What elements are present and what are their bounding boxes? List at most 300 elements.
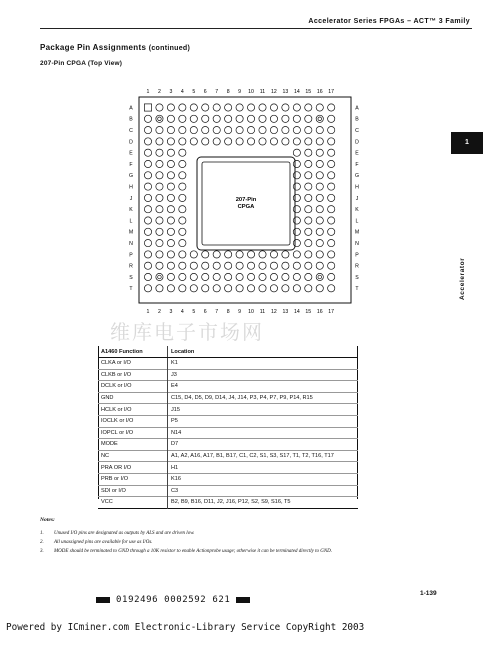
location-cell: B2, B9, B16, D11, J2, J16, P12, S2, S9, S16, T5 xyxy=(171,499,291,506)
function-cell: IOPCL or I/O xyxy=(98,427,168,439)
pin-R7 xyxy=(213,262,220,269)
pin-B10 xyxy=(247,115,254,122)
pin-R2 xyxy=(156,262,163,269)
pin-H15 xyxy=(305,183,312,190)
pin-N1 xyxy=(144,240,151,247)
pin-F1 xyxy=(144,160,151,167)
pin-B6 xyxy=(202,115,209,122)
barcode-line xyxy=(96,595,250,605)
row-label-right: L xyxy=(355,218,359,225)
pin-S16 xyxy=(316,273,323,280)
pin-C9 xyxy=(236,127,243,134)
pin-G2 xyxy=(156,172,163,179)
pin-M14 xyxy=(293,228,300,235)
pin-T9 xyxy=(236,285,243,292)
pin-B3 xyxy=(167,115,174,122)
pin-H4 xyxy=(179,183,186,190)
pin-T2 xyxy=(156,285,163,292)
running-header: Accelerator Series FPGAs – ACT™ 3 Family xyxy=(308,18,470,25)
pin-L4 xyxy=(179,217,186,224)
pin-P17 xyxy=(328,251,335,258)
row-label-left: T xyxy=(129,286,133,293)
pin-B5 xyxy=(190,115,197,122)
row-label-right: E xyxy=(355,150,359,157)
pin-K17 xyxy=(328,206,335,213)
header-location: Location xyxy=(168,346,359,358)
function-cell: CLKB or I/O xyxy=(98,369,168,381)
diagram-subtitle: 207-Pin CPGA (Top View) xyxy=(40,60,123,67)
pin-S3 xyxy=(167,273,174,280)
pin-E3 xyxy=(167,149,174,156)
section-title-main: Package Pin Assignments xyxy=(40,43,147,52)
pin-P15 xyxy=(305,251,312,258)
pin-L17 xyxy=(328,217,335,224)
pin-A5 xyxy=(190,104,197,111)
column-label-top: 2 xyxy=(158,89,161,95)
row-label-left: P xyxy=(129,252,133,259)
pin-R3 xyxy=(167,262,174,269)
section-title-continued: (continued) xyxy=(148,45,191,52)
column-label-top: 4 xyxy=(180,89,184,95)
pin-L1 xyxy=(144,217,151,224)
pin-H1 xyxy=(144,183,151,190)
function-cell: VCC xyxy=(98,497,168,509)
barcode-block-left xyxy=(96,597,110,603)
row-label-left: M xyxy=(128,229,134,236)
pin-E4 xyxy=(179,149,186,156)
package-label-line2: CPGA xyxy=(237,204,255,210)
pin-P13 xyxy=(282,251,289,258)
row-label-left: B xyxy=(129,116,133,123)
pin-B1 xyxy=(144,115,151,122)
pin-M1 xyxy=(144,228,151,235)
pin-S16-inner-ring xyxy=(318,275,322,279)
column-label-top: 12 xyxy=(271,89,277,95)
pin-D15 xyxy=(305,138,312,145)
pin-H2 xyxy=(156,183,163,190)
column-label-top: 3 xyxy=(169,89,173,95)
table-row xyxy=(98,450,358,462)
column-label-top: 11 xyxy=(259,89,266,95)
pin-S2 xyxy=(156,273,163,280)
pin-N17 xyxy=(328,240,335,247)
pin-S6 xyxy=(202,273,209,280)
pin-function-table xyxy=(98,346,358,509)
row-label-right: G xyxy=(354,173,360,180)
pin-A10 xyxy=(247,104,254,111)
row-label-left: H xyxy=(129,184,133,191)
pin-A13 xyxy=(282,104,289,111)
barcode-text: 0192496 0002592 621 xyxy=(116,595,231,605)
pin-G4 xyxy=(179,172,186,179)
column-label-top: 8 xyxy=(226,89,230,95)
pin-B12 xyxy=(270,115,277,122)
footer-copyright: Powered by ICminer.com Electronic-Library Service CopyRight 2003 xyxy=(6,622,365,633)
pin-S14 xyxy=(293,273,300,280)
pin-P2 xyxy=(156,251,163,258)
pin-B4 xyxy=(179,115,186,122)
pin-T1 xyxy=(144,285,151,292)
pin-A15 xyxy=(305,104,312,111)
pin-K3 xyxy=(167,206,174,213)
location-cell: J3 xyxy=(171,371,177,378)
note-3 xyxy=(40,549,332,554)
pin-E14 xyxy=(293,149,300,156)
function-cell: MODE xyxy=(98,439,168,451)
table-row xyxy=(98,415,358,427)
column-label-top: 15 xyxy=(305,89,312,95)
row-label-left: N xyxy=(129,241,133,247)
pin-T16 xyxy=(316,285,323,292)
pin-C16 xyxy=(316,127,323,134)
note-text: Unused I/O pins are designated as outputs by ALS and are driven low. xyxy=(54,531,195,536)
pin-D11 xyxy=(259,138,266,145)
table-row xyxy=(98,427,358,439)
pin-S5 xyxy=(190,273,197,280)
pin-P7 xyxy=(213,251,220,258)
pin-F17 xyxy=(328,160,335,167)
column-label-top: 7 xyxy=(215,89,219,95)
pin-H16 xyxy=(316,183,323,190)
column-label-top: 17 xyxy=(328,89,335,95)
pin-N3 xyxy=(167,240,174,247)
pin-H17 xyxy=(328,183,335,190)
note-number: 2. xyxy=(40,540,44,545)
pin-A17 xyxy=(328,104,335,111)
pin-G3 xyxy=(167,172,174,179)
row-label-right: B xyxy=(355,116,359,123)
location-cell: C15, D4, D5, D9, D14, J4, J14, P3, P4, P7, P9, P14, R15 xyxy=(171,395,313,402)
pin-R13 xyxy=(282,262,289,269)
row-label-left: L xyxy=(129,218,133,225)
pin-C17 xyxy=(328,127,335,134)
pin-P11 xyxy=(259,251,266,258)
pin-P6 xyxy=(202,251,209,258)
location-cell: J15 xyxy=(171,406,181,413)
pin-H3 xyxy=(167,183,174,190)
location-cell: A1, A2, A16, A17, B1, B17, C1, C2, S1, S3, S17, T1, T2, T16, T17 xyxy=(171,453,334,460)
pin-J2 xyxy=(156,194,163,201)
note-2 xyxy=(40,540,153,545)
column-label-bottom: 17 xyxy=(328,309,335,315)
pin-S4 xyxy=(179,273,186,280)
location-cell: C3 xyxy=(171,487,179,494)
note-1 xyxy=(40,531,194,536)
note-text: MODE should be terminated to GND through a 10K resistor to enable Actionprobe usage; otherwise it can be terminated directly to GND. xyxy=(54,549,333,554)
row-label-right: R xyxy=(355,263,359,270)
row-label-right: F xyxy=(355,161,359,168)
table-row xyxy=(98,439,358,451)
pin-R17 xyxy=(328,262,335,269)
pin-C11 xyxy=(259,127,266,134)
location-cell: K16 xyxy=(171,476,181,483)
pin-B14 xyxy=(293,115,300,122)
pin-A9 xyxy=(236,104,243,111)
pin-B7 xyxy=(213,115,220,122)
column-label-bottom: 16 xyxy=(316,309,323,315)
pin-D3 xyxy=(167,138,174,145)
pin-K16 xyxy=(316,206,323,213)
pin-P14 xyxy=(293,251,300,258)
pin-B9 xyxy=(236,115,243,122)
chapter-vertical-label: Accelerator xyxy=(459,257,466,300)
function-cell: CLKA or I/O xyxy=(98,358,168,370)
pin-N16 xyxy=(316,240,323,247)
column-label-top: 1 xyxy=(146,89,150,95)
column-label-top: 5 xyxy=(192,89,196,95)
pin-R11 xyxy=(259,262,266,269)
column-label-top: 13 xyxy=(282,89,289,95)
pin-T4 xyxy=(179,285,186,292)
column-label-bottom: 4 xyxy=(180,309,184,315)
pin-G16 xyxy=(316,172,323,179)
pin-J4 xyxy=(179,194,186,201)
pin-R16 xyxy=(316,262,323,269)
pin-T3 xyxy=(167,285,174,292)
pin-D12 xyxy=(270,138,277,145)
pin-T17 xyxy=(328,285,335,292)
pin-D2 xyxy=(156,138,163,145)
pin-T6 xyxy=(202,285,209,292)
function-cell: GND xyxy=(98,392,168,404)
column-label-top: 16 xyxy=(316,89,323,95)
pin-R10 xyxy=(247,262,254,269)
pin-G1 xyxy=(144,172,151,179)
pin-F15 xyxy=(305,160,312,167)
row-label-left: K xyxy=(129,207,133,214)
pin-F2 xyxy=(156,160,163,167)
row-label-right: C xyxy=(355,128,359,134)
pin-A16 xyxy=(316,104,323,111)
pin-T13 xyxy=(282,285,289,292)
table-row xyxy=(98,497,358,509)
column-label-bottom: 2 xyxy=(158,309,161,315)
page-number: 1-139 xyxy=(420,590,437,597)
pin-S15 xyxy=(305,273,312,280)
pin-N4 xyxy=(179,240,186,247)
pin-K2 xyxy=(156,206,163,213)
pin-L14 xyxy=(293,217,300,224)
column-label-bottom: 3 xyxy=(169,309,173,315)
function-cell: HCLK or I/O xyxy=(98,404,168,416)
column-label-bottom: 11 xyxy=(259,309,266,315)
notes-title: Notes: xyxy=(40,517,55,523)
pin-C2 xyxy=(156,127,163,134)
pin-L15 xyxy=(305,217,312,224)
pin-E15 xyxy=(305,149,312,156)
column-label-bottom: 10 xyxy=(248,309,254,315)
pin-T15 xyxy=(305,285,312,292)
pin-F4 xyxy=(179,160,186,167)
pin-R14 xyxy=(293,262,300,269)
function-cell: PRB or I/O xyxy=(98,473,168,485)
column-label-bottom: 5 xyxy=(192,309,196,315)
package-label-line1: 207-Pin xyxy=(235,197,257,203)
pin-D8 xyxy=(225,138,232,145)
pin-R15 xyxy=(305,262,312,269)
pin-B8 xyxy=(225,115,232,122)
pin-D1 xyxy=(144,138,151,145)
column-label-bottom: 14 xyxy=(293,309,300,315)
row-label-left: C xyxy=(129,128,133,134)
pin-S9 xyxy=(236,273,243,280)
pin-D13 xyxy=(282,138,289,145)
pin-P9 xyxy=(236,251,243,258)
row-label-left: E xyxy=(129,150,133,157)
pin-T10 xyxy=(247,285,254,292)
location-cell: D7 xyxy=(171,441,179,448)
pin-R9 xyxy=(236,262,243,269)
pin-L16 xyxy=(316,217,323,224)
pin-F14 xyxy=(293,160,300,167)
function-cell: SDI or I/O xyxy=(98,485,168,497)
column-label-bottom: 9 xyxy=(238,309,242,315)
pin-J15 xyxy=(305,194,312,201)
column-label-bottom: 13 xyxy=(282,309,289,315)
pin-B16 xyxy=(316,115,323,122)
pin-R4 xyxy=(179,262,186,269)
pin-C7 xyxy=(213,127,220,134)
pin-A11 xyxy=(259,104,266,111)
pin-H14 xyxy=(293,183,300,190)
row-label-left: D xyxy=(129,139,133,146)
pin-A7 xyxy=(213,104,220,111)
pin-M3 xyxy=(167,228,174,235)
row-label-left: S xyxy=(129,274,133,281)
pin-P3 xyxy=(167,251,174,258)
pin-P5 xyxy=(190,251,197,258)
pin-K15 xyxy=(305,206,312,213)
pin-D14 xyxy=(293,138,300,145)
column-label-bottom: 7 xyxy=(215,309,219,315)
column-label-top: 10 xyxy=(248,89,254,95)
pin-F16 xyxy=(316,160,323,167)
pin-L2 xyxy=(156,217,163,224)
pin-D6 xyxy=(202,138,209,145)
pin-T8 xyxy=(225,285,232,292)
row-label-right: D xyxy=(355,139,359,146)
pin-J16 xyxy=(316,194,323,201)
pin-S2-inner-ring xyxy=(158,275,162,279)
function-cell: IOCLK or I/O xyxy=(98,415,168,427)
pin-C10 xyxy=(247,127,254,134)
pin-N2 xyxy=(156,240,163,247)
row-label-right: J xyxy=(355,195,359,202)
watermark: 维库电子市场网 xyxy=(110,320,264,344)
pin-B2-inner-ring xyxy=(158,117,162,121)
pin-K14 xyxy=(293,206,300,213)
function-cell: NC xyxy=(98,450,168,462)
column-label-bottom: 6 xyxy=(203,309,207,315)
note-number: 1. xyxy=(40,531,44,536)
column-label-bottom: 8 xyxy=(226,309,230,315)
function-cell: DCLK or I/O xyxy=(98,381,168,393)
pin-P10 xyxy=(247,251,254,258)
pin-P12 xyxy=(270,251,277,258)
pin-S11 xyxy=(259,273,266,280)
row-label-right: H xyxy=(355,184,359,191)
pin-E16 xyxy=(316,149,323,156)
pin-S10 xyxy=(247,273,254,280)
pin-T14 xyxy=(293,285,300,292)
pin-A12 xyxy=(270,104,277,111)
pin-A14 xyxy=(293,104,300,111)
pin-C1 xyxy=(144,127,151,134)
pin-T11 xyxy=(259,285,266,292)
pin-M15 xyxy=(305,228,312,235)
pin-C15 xyxy=(305,127,312,134)
pin-S1 xyxy=(144,273,151,280)
pin-C13 xyxy=(282,127,289,134)
column-label-top: 14 xyxy=(293,89,300,95)
pin-A1-index-marker xyxy=(144,104,151,111)
pin-J3 xyxy=(167,194,174,201)
pin-S8 xyxy=(225,273,232,280)
pin-B2 xyxy=(156,115,163,122)
pin-J1 xyxy=(144,194,151,201)
pin-R8 xyxy=(225,262,232,269)
row-label-left: F xyxy=(129,161,133,168)
chapter-tab: 1 xyxy=(451,132,483,154)
pin-M4 xyxy=(179,228,186,235)
note-number: 3. xyxy=(40,549,44,554)
pin-S12 xyxy=(270,273,277,280)
pin-J17 xyxy=(328,194,335,201)
row-label-right: M xyxy=(354,229,360,236)
row-label-left: R xyxy=(129,263,133,270)
row-label-left: J xyxy=(129,195,133,202)
location-cell: H1 xyxy=(171,464,179,471)
table-row xyxy=(98,462,358,474)
row-label-right: K xyxy=(355,207,359,214)
pin-B17 xyxy=(328,115,335,122)
column-label-top: 9 xyxy=(238,89,242,95)
pin-P8 xyxy=(225,251,232,258)
pin-P16 xyxy=(316,251,323,258)
pin-C12 xyxy=(270,127,277,134)
pin-M2 xyxy=(156,228,163,235)
column-label-bottom: 1 xyxy=(146,309,150,315)
pin-G14 xyxy=(293,172,300,179)
pin-P4 xyxy=(179,251,186,258)
location-cell: E4 xyxy=(171,383,178,390)
pin-G15 xyxy=(305,172,312,179)
row-label-right: S xyxy=(355,274,359,281)
pin-B13 xyxy=(282,115,289,122)
pin-G17 xyxy=(328,172,335,179)
table-row xyxy=(98,392,358,404)
table-row xyxy=(98,473,358,485)
pin-C4 xyxy=(179,127,186,134)
column-label-bottom: 15 xyxy=(305,309,312,315)
pin-L3 xyxy=(167,217,174,224)
pin-D17 xyxy=(328,138,335,145)
pin-N15 xyxy=(305,240,312,247)
location-cell: N14 xyxy=(171,429,182,436)
pin-M16 xyxy=(316,228,323,235)
pin-K4 xyxy=(179,206,186,213)
pin-D4 xyxy=(179,138,186,145)
pin-S17 xyxy=(328,273,335,280)
pin-D9 xyxy=(236,138,243,145)
pin-D10 xyxy=(247,138,254,145)
row-label-right: N xyxy=(355,241,359,247)
pin-T5 xyxy=(190,285,197,292)
table-row xyxy=(98,381,358,393)
pin-B11 xyxy=(259,115,266,122)
row-label-left: G xyxy=(128,173,134,180)
pin-B15 xyxy=(305,115,312,122)
